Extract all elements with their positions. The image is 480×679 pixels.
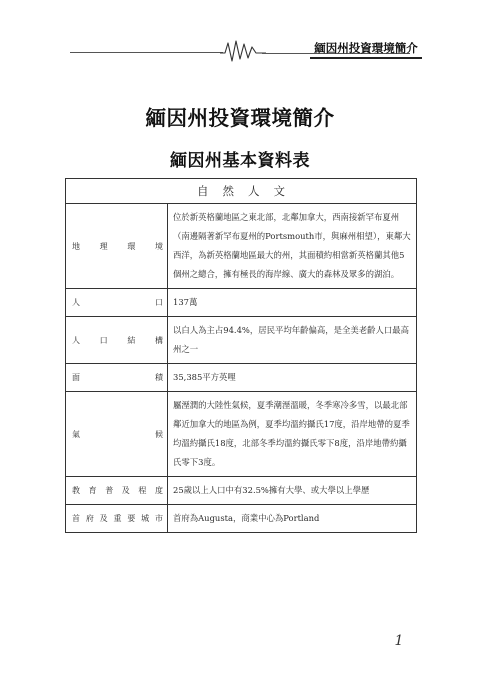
row-value: 屬溼潤的大陸性氣候，夏季潮溼溫暖，冬季寒冷多雪，以最北部鄰近加拿大的地區為例，夏季均溫約攝氏17度，沿岸地帶的夏季均溫約攝氏18度，北部冬季均溫約攝氏零下8度，沿岸地帶約攝氏零下3度。 — [168, 392, 417, 477]
row-label: 面積 — [72, 373, 163, 382]
row-label: 首府及重要城市 — [72, 514, 163, 523]
table-row — [66, 477, 417, 505]
page-title: 緬因州投資環境簡介 — [145, 106, 335, 130]
table-row — [66, 505, 417, 533]
table-row — [66, 364, 417, 392]
header-rule-left — [70, 52, 223, 53]
section-header-row — [66, 179, 417, 204]
table-row — [66, 392, 417, 477]
table-row — [66, 289, 417, 317]
row-value: 35,385平方英哩 — [168, 364, 417, 392]
table-row — [66, 204, 417, 289]
row-label-cell — [66, 392, 168, 477]
basic-info-table — [65, 178, 417, 533]
page-number: 1 — [394, 633, 404, 649]
row-label: 教育普及程度 — [72, 486, 163, 495]
table-row — [66, 317, 417, 364]
table-title: 緬因州基本資料表 — [170, 151, 310, 171]
row-value: 137萬 — [168, 289, 417, 317]
row-label-cell — [66, 204, 168, 289]
page-header — [0, 0, 480, 70]
heartbeat-icon — [220, 38, 266, 64]
running-title: 緬因州投資環境簡介 — [310, 40, 422, 59]
row-label-cell — [66, 364, 168, 392]
row-label: 氣候 — [72, 429, 163, 439]
row-label: 人口結構 — [72, 335, 163, 345]
row-label-cell — [66, 477, 168, 505]
row-value: 首府為Augusta，商業中心為Portland — [168, 505, 417, 533]
row-label: 地理環境 — [72, 241, 163, 251]
row-value: 以白人為主占94.4%，居民平均年齡偏高，是全美老齡人口最高州之一 — [168, 317, 417, 364]
row-label-cell — [66, 505, 168, 533]
row-value: 位於新英格蘭地區之東北部，北鄰加拿大，西南接新罕布夏州（南邊隔著新罕布夏州的Portsmouth市，與麻州相望），東鄰大西洋，為新英格蘭地區最大的州，其面積約相當新英格蘭其他5個州之總合，擁有極長的海岸線、廣大的森林及眾多的湖泊。 — [168, 204, 417, 289]
row-label: 人口 — [72, 298, 163, 307]
section-heading: 自然人文 — [66, 179, 417, 204]
row-value: 25歲以上人口中有32.5%擁有大學、或大學以上學歷 — [168, 477, 417, 505]
row-label-cell — [66, 317, 168, 364]
row-label-cell — [66, 289, 168, 317]
